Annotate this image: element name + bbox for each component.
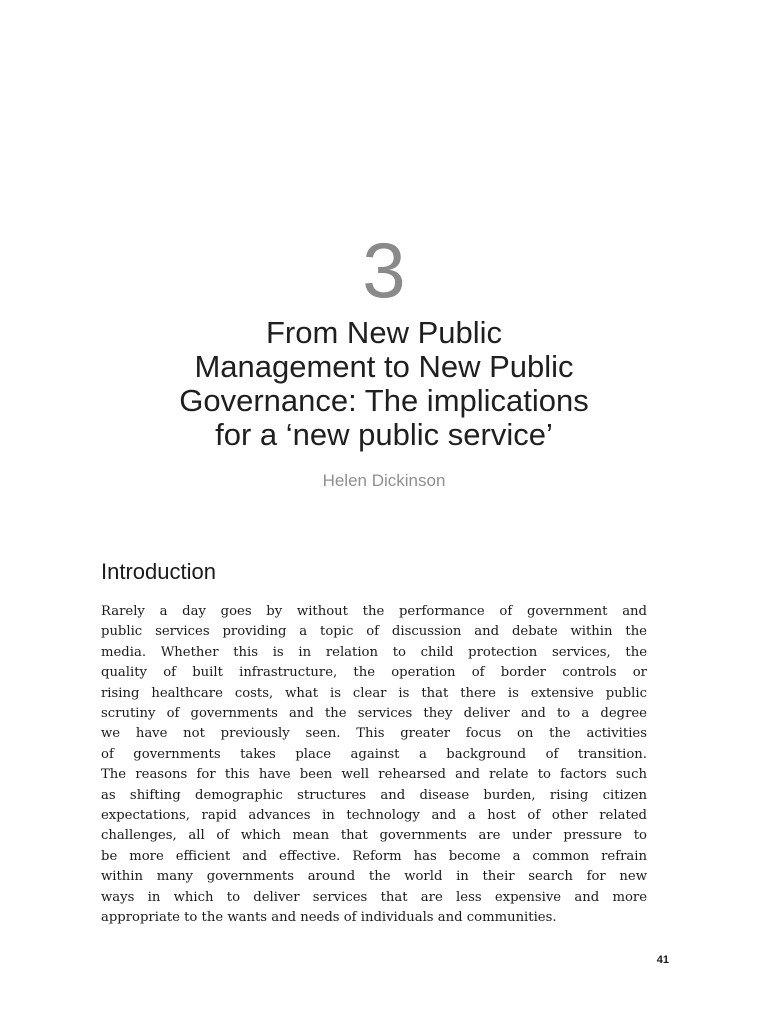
chapter-title-line: for a ‘new public service’ (215, 417, 553, 452)
paragraph-line: media. Whether this is in relation to child protection services, the (101, 644, 647, 660)
paragraph-line: ways in which to deliver services that are less expensive and more (101, 889, 647, 905)
chapter-title-line: From New Public (266, 315, 502, 350)
section-heading: Introduction (101, 559, 216, 584)
chapter-title (0, 316, 768, 452)
paragraph-line: The reasons for this have been well rehearsed and relate to factors such (101, 767, 647, 783)
body-paragraph (101, 602, 647, 929)
page-number: 41 (656, 954, 669, 966)
paragraph-line: we have not previously seen. This greater focus on the activities (101, 726, 647, 742)
paragraph-line: appropriate to the wants and needs of individuals and communities. (101, 910, 557, 926)
paragraph-line: challenges, all of which mean that governments are under pressure to (101, 828, 647, 844)
paragraph-line: Rarely a day goes by without the performance of government and (101, 604, 647, 619)
paragraph-line: expectations, rapid advances in technology and a host of other related (101, 808, 647, 824)
author-name: Helen Dickinson (322, 471, 446, 490)
paragraph-line: public services providing a topic of discussion and debate within the (101, 624, 647, 640)
paragraph-line: be more efficient and effective. Reform has become a common refrain (101, 848, 647, 864)
paragraph-line: quality of built infrastructure, the operation of border controls or (101, 665, 647, 681)
paragraph-line: within many governments around the world in their search for new (101, 869, 647, 885)
paragraph-line: as shifting demographic structures and disease burden, rising citizen (101, 787, 647, 803)
chapter-title-line: Management to New Public (194, 349, 574, 384)
paragraph-line: rising healthcare costs, what is clear is that there is extensive public (101, 685, 647, 701)
paragraph-line: scrutiny of governments and the services they deliver and to a degree (101, 706, 647, 722)
paragraph-line: of governments takes place against a background of transition. (101, 746, 647, 762)
chapter-number: 3 (362, 226, 406, 314)
chapter-title-line: Governance: The implications (179, 383, 589, 418)
